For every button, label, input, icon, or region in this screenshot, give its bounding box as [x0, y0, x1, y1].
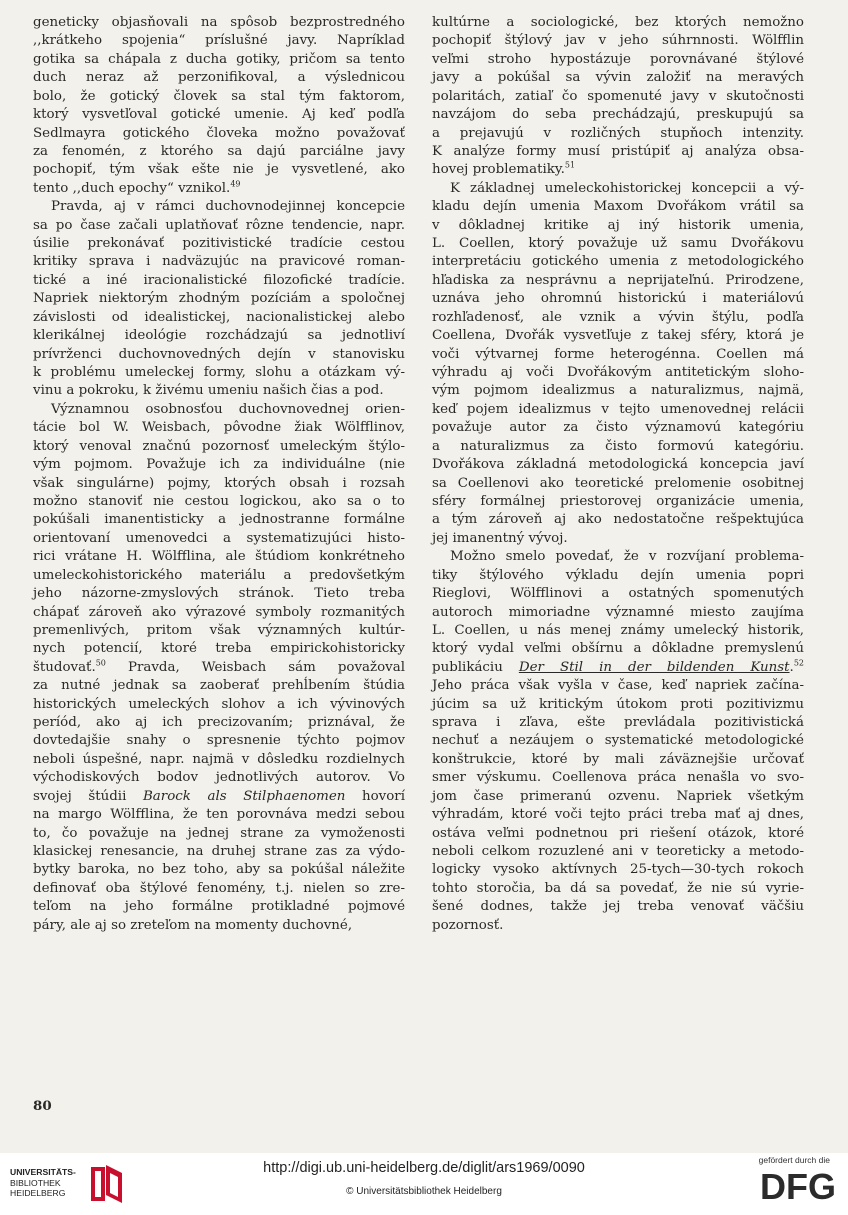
text-line: páry, ale aj so zreteľom na momenty duchovné, [33, 917, 353, 933]
text-line: prívrženci duchovnovedných dejín v stanovisku [33, 346, 405, 362]
text-line: orientovaní umenovedci a systematizujúci histo- [33, 530, 405, 546]
text-line: Významnou osobnosťou duchovnovednej orien- [51, 401, 405, 417]
text-line: veľmi stroho hypostázuje porovnávané štýlové [432, 51, 804, 67]
text-line: možno stanoviť nie cestou logickou, ako sa o to [33, 493, 405, 509]
text-line: závislosti od idealistickej, nacionalistickej alebo [33, 309, 405, 325]
text-line: to, čo považuje na jednej strane za vymoženosti [33, 825, 405, 841]
left-paragraph [33, 198, 405, 401]
text-line: tohto storočia, ba dá sa povedať, že nie sú vyrie- [432, 880, 804, 896]
digitization-footer [0, 1153, 848, 1215]
text-line: za nutné jednak sa zaoberať prehĺbením štúdia [33, 678, 405, 694]
text-line: keď pojem idealizmus v tejto umenovednej relácii [432, 401, 804, 417]
right-text-column [432, 14, 804, 935]
text-line: Možno smelo povedať, že v rozvíjaní problema- [450, 549, 804, 565]
text-line: pochopiť štýlový jav v jeho súhrnnosti. Wölfflin [432, 33, 804, 49]
text-line: períód, ako aj ich precizovaním; priznával, že [33, 715, 405, 731]
text-line: logicky vysoko aktívnych 25-tych—30-tych rokoch [432, 862, 804, 878]
text-line: jej imanentný vývoj. [432, 530, 568, 546]
logo-line-1: UNIVERSITÄTS- [10, 1167, 76, 1177]
text-line: Dvořákova základná metodologická koncepcia javí [432, 457, 804, 473]
text-line: ktorý vydal veľmi obšírnu a dôkladne premyslenú [432, 641, 804, 657]
text-line: umeleckohistorického materiálu a predovšetkým [33, 567, 405, 583]
text-line: gotika sa chápala z ducha gotiky, pričom sa tento [33, 51, 405, 67]
text-line: nych potencií, ktoré treba empirickohistoricky [33, 641, 405, 657]
text-line: duch neraz až perzonifikoval, a výslednicou [33, 70, 405, 86]
text-line: smer výskumu. Coellenova práca nenašla vo svo- [432, 770, 804, 786]
text-line: rici vrátane H. Wölfflina, ale štúdiom konkrétneho [33, 549, 405, 565]
text-line: L. Coellen, ktorý považuje už samu Dvořákovu [432, 236, 804, 252]
copyright-notice: © Universitätsbibliothek Heidelberg [346, 1186, 502, 1197]
page-number: 80 [33, 1098, 52, 1114]
text-line: vým pojmom. Považuje ich za individuálne (nie [33, 457, 405, 473]
text-line: k problému umeleckej formy, slohu a otázkam vý- [33, 365, 405, 381]
text-line: úsilie prekonávať pozitivistické tradície cestou [33, 236, 405, 252]
text-line: sprava i zľava, ešte prevládala pozitivistická [432, 715, 804, 731]
text-line: sa po čase začali uplatňovať rôzne tendencie, napr. [33, 217, 405, 233]
text-line: pochopiť, tým však ešte nie je vysvetlené, ako [33, 162, 405, 178]
text-line: a prejavujú v rozličných stupňoch intenzity. [432, 125, 804, 141]
text-line: pozornosť. [432, 917, 504, 933]
text-line: šené dodnes, takže jej treba venovať väčšiu [432, 899, 804, 915]
right-paragraph [432, 14, 804, 180]
left-paragraph [33, 401, 405, 935]
left-paragraph [33, 14, 405, 198]
text-line: tento ,,duch epochy“ vznikol.$^{49}$ [33, 179, 241, 196]
text-line: ktorý venoval značnú pozornosť umeleckým štýlo- [33, 438, 405, 454]
text-line: premenlivých, pritom však významných kultúr- [33, 622, 405, 638]
logo-line-2: BIBLIOTHEK [10, 1177, 61, 1188]
text-line: ktorý vysvetľoval gotické umenie. Aj keď podľa [33, 107, 405, 123]
text-line: výhradu aj voči Dvořákovým antitetickým sloho- [432, 365, 804, 381]
right-paragraph [432, 180, 804, 548]
text-line: tácie bol W. Weisbach, pôvodne žiak Wölfflinov, [33, 420, 405, 436]
text-line: K analýze formy musí pristúpiť aj analýza obsa- [432, 143, 804, 159]
text-line: geneticky objasňovali na spôsob bezprostredného [33, 15, 405, 30]
text-line: jom čase primeranú ozvenu. Napriek všetkým [432, 788, 804, 804]
text-line: chápať zároveň ako výrazové symboly rozmanitých [33, 604, 405, 620]
text-line: v dôkladnej kritike aj iný historik umenia, [432, 217, 804, 233]
text-line: sa Coellenovi ako teoretické prelomenie osobitnej [432, 475, 804, 491]
text-line: bolo, že gotický človek sa stal tým faktorom, [33, 88, 405, 104]
text-line: klasickej renesancie, na druhej strane zas za výdo- [33, 843, 405, 859]
text-line: definovať oba štýlové fenomény, t.j. nielen so zre- [33, 880, 405, 896]
text-line: bytky baroka, no bez toho, aby sa pokúšal náležite [33, 862, 405, 878]
dfg-logo-text: DFG [760, 1169, 836, 1203]
text-line: považuje autor za čisto významovú kategóriu [432, 420, 804, 436]
text-line: javy a pokúšal sa vývin založiť na meravých [432, 70, 804, 86]
text-line: hľadiska za nesprávnu a neprijateľnú. Prirodzene, [432, 272, 804, 288]
text-line: historických umeleckých slohov a ich vývinových [33, 696, 405, 712]
permalink-url[interactable]: http://digi.ub.uni-heidelberg.de/diglit/ars1969/0090 [263, 1160, 585, 1176]
right-paragraph [432, 548, 804, 935]
text-line: voči výtvarnej forme heterogénna. Coellen má [432, 346, 804, 362]
logo-line-3: HEIDELBERG [10, 1188, 66, 1198]
text-line: navzájom do seba prechádzajú, preskupujú sa [432, 107, 804, 123]
text-line: kritiky sprava i nadväzujúc na pravicové roman- [33, 254, 405, 270]
text-line: júcim sa už kritickým útokom proti pozitivizmu [432, 696, 804, 712]
text-line: vým pojmom idealizmus a naturalizmus, najmä, [432, 383, 804, 399]
text-line: a tým zároveň aj ako nedostatočne rešpektujúca [432, 512, 804, 528]
text-line: vinu a pokroku, k živému umeniu našich čias a pod. [33, 383, 384, 399]
dfg-funding-logo[interactable] [726, 1155, 836, 1211]
text-line: K základnej umeleckohistorickej koncepcii a vý- [450, 180, 804, 196]
text-line: Pravda, aj v rámci duchovnodejinnej koncepcie [51, 199, 405, 215]
text-line: pokúšali imanentisticky a jednostranne formálne [33, 512, 405, 528]
dfg-caption: gefördert durch die [758, 1155, 830, 1165]
text-line: Jeho práca však vyšla v čase, keď napriek začína- [432, 678, 804, 694]
left-text-column [33, 14, 405, 935]
text-line: autoroch mimoriadne významné miesto zaujíma [432, 604, 804, 620]
text-line: neboli celkom rozuzlené ani v teoreticky a metodo- [432, 843, 804, 859]
text-line: Rieglovi, Wölfflinovi a ostatných spomenutých [432, 586, 804, 602]
dfg-logo-icon [752, 1169, 836, 1203]
text-line: teľom na jeho formálne protikladné pojmové [33, 899, 405, 915]
text-line: Sedlmayra gotického človeka možno považovať [33, 125, 405, 141]
text-line: východiskových bodov jednotlivých autorov. Vo [33, 770, 405, 786]
text-line: konštrukcie, ktoré by mali záväznejšie určovať [432, 751, 804, 767]
text-line: výhradám, ktoré voči tejto práci treba mať aj dnes, [432, 807, 804, 823]
text-line: tické a iné iracionalistické filozofické tradície. [33, 272, 405, 288]
text-line: publikáciu Der Stil in der bildenden Kunst.$^{52}$ [432, 658, 804, 675]
text-line: klerikálnej ideológie rozchádzajú sa jednotliví [33, 328, 405, 344]
text-line: študovať.$^{50}$ Pravda, Weisbach sám považoval [33, 658, 405, 675]
text-line: kultúrne a sociologické, bez ktorých nemožno [432, 15, 804, 30]
text-line: neboli úspešné, napr. najmä v dôsledku rozdielnych [33, 751, 405, 767]
text-line: dovtedajšie snahy o spresnenie týchto pojmov [33, 733, 405, 749]
text-line: interpretáciu gotického umenia z metodologického [432, 254, 804, 270]
text-line: ostáva veľmi podnetnou pri riešení otázok, ktoré [432, 825, 804, 841]
text-line: nechuť a nezáujem o systematické metodologické [432, 733, 804, 749]
text-line: na margo Wölfflina, že ten porovnáva medzi sebou [33, 807, 405, 823]
text-line: za fenomén, z ktorého sa dajú parciálne javy [33, 143, 405, 159]
text-line: jeho názorne-zmyslových stránok. Tieto treba [33, 586, 405, 602]
text-line: však singulárne) pojmy, ktorých obsah i rozsah [33, 475, 405, 491]
text-line: rozhľadenosť, ale vznik a vývin štýlu, podľa [432, 309, 804, 325]
text-line: sféry formálnej priestorovej organizácie umenia, [432, 493, 804, 509]
text-line: Napriek niektorým zhodným pozíciám a spoločnej [33, 291, 405, 307]
text-line: uznáva jeho ohromnú historickú i materiálovú [432, 291, 804, 307]
text-line: a naturalizmus za čisto formovú kategóriu. [432, 438, 804, 454]
text-line: svojej štúdii Barock als Stilphaenomen hovorí [33, 788, 405, 804]
text-line: polaritách, zatiaľ čo spomenuté javy v skutočnosti [432, 88, 804, 104]
text-line: hovej problematiky.$^{51}$ [432, 160, 576, 178]
text-line: tiky štýlového výkladu dejín umenia popri [432, 567, 804, 583]
text-line: Coellena, Dvořák vysvetľuje z takej sféry, ktorá je [432, 328, 804, 344]
text-line: ,,krátkeho spojenia“ príslušné javy. Napríklad [33, 33, 405, 49]
text-line: L. Coellen, u nás menej známy umelecký historik, [432, 622, 804, 638]
text-line: kladu dejín umenia Maxom Dvořákom vrátil sa [432, 199, 804, 215]
